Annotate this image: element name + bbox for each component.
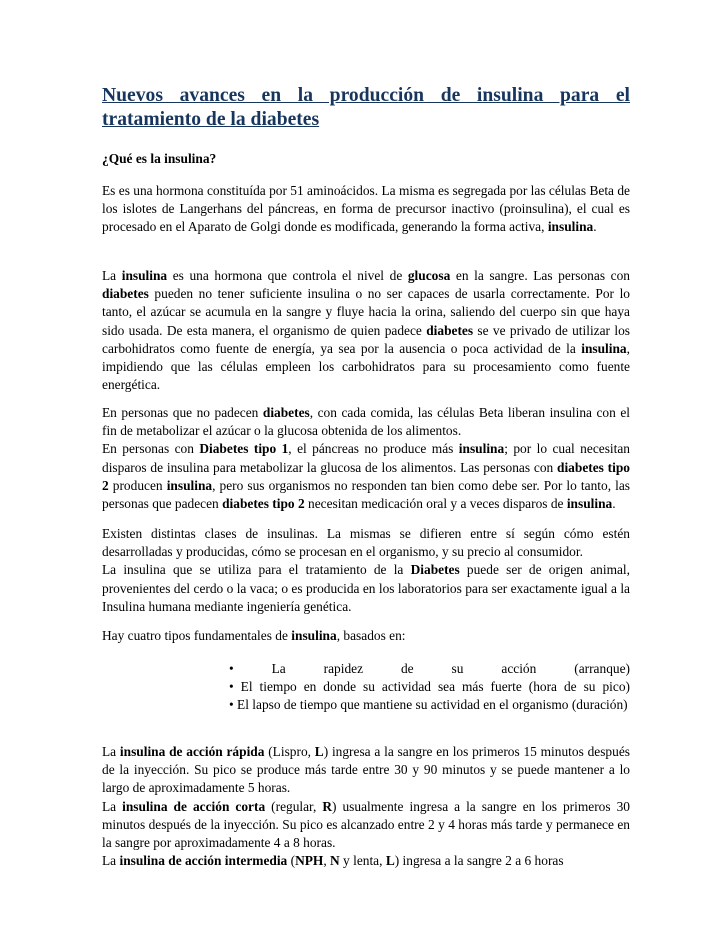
text: La bbox=[102, 744, 120, 759]
bold-term: Diabetes tipo 1 bbox=[199, 441, 289, 457]
paragraph-classes bbox=[102, 525, 630, 616]
bold-term: insulina de acción corta bbox=[122, 798, 266, 814]
text: , el páncreas no produce más bbox=[288, 441, 459, 457]
text: Hay cuatro tipos fundamentales de bbox=[102, 628, 292, 643]
section-heading: ¿Qué es la insulina? bbox=[102, 151, 217, 166]
text: ) ingresa a la sangre en los primeros 15 minutos después de la inyección. Su pico se produce más tarde entre 30 y 90 minutos y se puede mantener a lo largo de aproximadamente 5 horas. bbox=[102, 744, 630, 796]
text: , impidiendo que las células empleen los carbohidratos para su procesamiento como fuente energética. bbox=[102, 340, 630, 393]
bold-term: insulina bbox=[581, 340, 627, 356]
text: ) ingresa a la sangre 2 a 6 horas bbox=[394, 853, 564, 869]
text: Es es una hormona constituída por 51 aminoácidos. La misma es segregada por las células Beta de los islotes de Langerhans del páncreas, en forma de precursor inactivo (proinsulina), el cual es procesado en el Aparato de Golgi donde es modificada, generando la forma activa, bbox=[102, 183, 630, 235]
document-title: Nuevos avances en la producción de insulina para el tratamiento de la diabetes bbox=[102, 85, 630, 130]
text: ( bbox=[287, 853, 296, 869]
bold-term: diabetes tipo 2 bbox=[102, 459, 630, 493]
text: puede ser de origen animal, provenientes del cerdo o la vaca; o es producida en los laboratorios para ser exactamente igual a la Insulina humana mediante ingeniería genética. bbox=[102, 562, 630, 614]
text: se ve privado de utilizar los carbohidratos como fuente de energía, ya sea por la ausencia o poca actividad de la bbox=[102, 322, 630, 356]
text: La insulina que se utiliza para el tratamiento de la bbox=[102, 562, 411, 578]
text: en la sangre. Las personas con bbox=[450, 268, 630, 283]
text: , pero sus organismos no responden tan bien como debe ser. Por lo tanto, las personas que padecen bbox=[102, 477, 630, 512]
text: y lenta, bbox=[339, 853, 386, 869]
text: En personas con bbox=[102, 441, 200, 457]
bold-term: L bbox=[314, 744, 324, 759]
text: ; por lo cual necesitan disparos de insulina para metabolizar la glucosa de los alimentos. Las personas con bbox=[102, 441, 630, 475]
paragraph-insulin-kinds bbox=[102, 743, 630, 870]
text: pueden no tener suficiente insulina o no ser capaces de usarla correctamente. Por lo tanto, el azúcar se acumula en la sangre y fluye hacia la orina, saliendo del cuerpo sin que haya sido usada. De esta manera, el organismo de quien padece bbox=[102, 286, 630, 338]
text: La bbox=[102, 853, 120, 869]
text: (regular, bbox=[265, 798, 323, 814]
paragraph-function bbox=[102, 267, 630, 394]
text: (Lispro, bbox=[264, 744, 315, 759]
bullet-list bbox=[229, 660, 630, 715]
bold-term: diabetes bbox=[262, 405, 310, 420]
text: . bbox=[612, 496, 616, 512]
bold-term: diabetes tipo 2 bbox=[222, 496, 305, 512]
list-item: • La rapidez de su acción (arranque) bbox=[229, 661, 630, 676]
bold-term: insulina bbox=[166, 477, 213, 493]
text: La bbox=[102, 268, 122, 283]
text: ) usualmente ingresa a la sangre en los primeros 30 minutos después de la inyección. Su pico es alcanzado entre 2 y 4 horas más tarde y permanece en la sangre por aproximadamente 4 a 8 horas. bbox=[102, 798, 630, 851]
text: necesitan medicación oral y a veces disparos de bbox=[304, 496, 567, 512]
bold-term: insulina bbox=[121, 268, 168, 283]
paragraph-types bbox=[102, 404, 630, 513]
bold-term: L bbox=[385, 853, 395, 869]
bold-term: insulina bbox=[566, 496, 613, 512]
bold-term: N bbox=[330, 853, 340, 869]
text: En personas que no padecen bbox=[102, 405, 263, 420]
paragraph-intro-list bbox=[102, 627, 630, 645]
bold-term: insulina bbox=[291, 628, 337, 643]
bold-term: insulina bbox=[458, 441, 505, 457]
bold-term: insulina bbox=[547, 219, 594, 235]
text: . bbox=[593, 219, 597, 235]
bold-term: insulina de acción rápida bbox=[119, 744, 265, 759]
list-item: • El lapso de tiempo que mantiene su actividad en el organismo (duración) bbox=[229, 697, 628, 713]
bold-term: NPH bbox=[295, 853, 324, 869]
text: , basados en: bbox=[336, 628, 406, 643]
bold-term: diabetes bbox=[102, 286, 149, 302]
text: La bbox=[102, 798, 123, 814]
bold-term: diabetes bbox=[426, 322, 474, 338]
bold-term: Diabetes bbox=[410, 562, 460, 578]
bold-term: glucosa bbox=[407, 268, 451, 283]
text: producen bbox=[108, 477, 167, 493]
list-item: • El tiempo en donde su actividad sea más fuerte (hora de su pico) bbox=[229, 679, 630, 695]
text: es una hormona que controla el nivel de bbox=[167, 268, 408, 283]
text: , bbox=[323, 853, 331, 869]
bold-term: insulina de acción intermedia bbox=[119, 853, 288, 869]
text: Existen distintas clases de insulinas. La mismas se difieren entre sí según cómo estén desarrolladas y producidas, cómo se procesan en el organismo, y su precio al consumidor. bbox=[102, 526, 630, 560]
bold-term: R bbox=[322, 798, 333, 814]
text: , con cada comida, las células Beta liberan insulina con el fin de metabolizar el azúcar o la glucosa obtenida de los alimentos. bbox=[102, 405, 630, 439]
paragraph-definition bbox=[102, 182, 630, 237]
